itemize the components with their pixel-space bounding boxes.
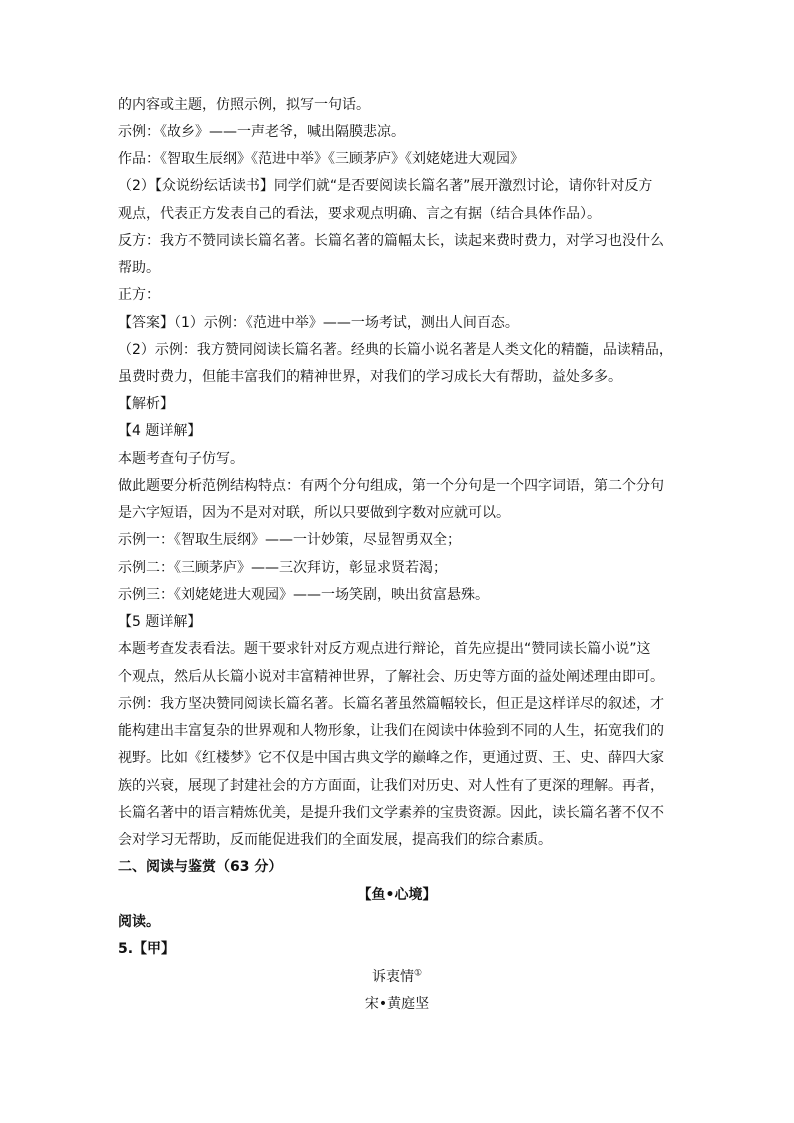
- section-heading: 二、阅读与鉴赏（63 分）: [118, 859, 283, 875]
- question-label: 5.【甲】: [118, 941, 176, 957]
- text-line: 示例：我方坚决赞同阅读长篇名著。长篇名著虽然篇幅较长，但正是这样详尽的叙述，才: [118, 696, 664, 712]
- unit-title: 【鱼•心境】: [357, 887, 437, 903]
- text-line: 是六字短语，因为不是对对联，所以只要做到字数对应就可以。: [118, 505, 510, 521]
- text-line: 本题考查发表看法。题干要求针对反方观点进行辩论，首先应提出“赞同读长篇小说”这: [118, 641, 651, 657]
- text-line: 族的兴衰，展现了封建社会的方方面面，让我们对历史、对人性有了更深的理解。再者，: [118, 778, 664, 794]
- text-line: 能构建出丰富复杂的世界观和人物形象，让我们在阅读中体验到不同的人生，拓宽我们的: [118, 723, 664, 739]
- text-line: 观点，代表正方发表自己的看法，要求观点明确、言之有据（结合具体作品）。: [118, 206, 601, 222]
- footnote-marker: ①: [413, 968, 423, 979]
- reading-label: 阅读。: [118, 914, 160, 930]
- poem-author: 宋•黄庭坚: [364, 996, 430, 1012]
- text-line: 示例二：《三顾茅庐》——三次拜访，彰显求贤若渴；: [118, 560, 447, 576]
- text-line: 会对学习无帮助，反而能促进我们的全面发展，提高我们的综合素质。: [118, 832, 552, 848]
- q5-detail-label: 【5 题详解】: [118, 614, 202, 630]
- text-line: 反方：我方不赞同读长篇名著。长篇名著的篇幅太长，读起来费时费力，对学习也没什么: [118, 233, 664, 249]
- q4-detail-label: 【4 题详解】: [118, 423, 202, 439]
- answer-line: 【答案】（1）示例：《范进中举》——一场考试，测出人间百态。: [118, 315, 519, 331]
- text-line: 示例三：《刘姥姥进大观园》——一场笑剧，映出贫富悬殊。: [118, 587, 489, 603]
- text-line: （2）示例：我方赞同阅读长篇名著。经典的长篇小说名著是人类文化的精髓，品读精品，: [118, 342, 673, 358]
- text-line: 帮助。: [118, 260, 160, 276]
- text-line: 视野。比如《红楼梦》它不仅是中国古典文学的巅峰之作，更通过贾、王、史、薛四大家: [118, 750, 664, 766]
- text-line: 的内容或主题，仿照示例，拟写一句话。: [118, 97, 370, 113]
- poem-title: [0, 965, 794, 989]
- text-line: 虽费时费力，但能丰富我们的精神世界，对我们的学习成长大有帮助，益处多多。: [118, 369, 622, 385]
- text-line: 长篇名著中的语言精炼优美，是提升我们文学素养的宝贵资源。因此，读长篇名著不仅不: [118, 805, 664, 821]
- text-line: 做此题要分析范例结构特点：有两个分句组成，第一个分句是一个四字词语，第二个分句: [118, 478, 664, 494]
- text-line: 个观点，然后从长篇小说对丰富精神世界，了解社会、历史等方面的益处阐述理由即可。: [118, 669, 664, 685]
- text-line: 本题考查句子仿写。: [118, 451, 244, 467]
- text-line: 作品：《智取生辰纲》《范进中举》《三顾茅庐》《刘姥姥进大观园》: [118, 151, 524, 167]
- poem-title-text: 诉衷情: [371, 969, 414, 985]
- text-line: 示例：《故乡》——一声老爷，喊出隔膜悲凉。: [118, 124, 405, 140]
- text-line: 正方：: [118, 287, 160, 303]
- text-line: （2）【众说纷纭话读书】同学们就“是否要阅读长篇名著”展开激烈讨论，请你针对反方: [118, 178, 653, 194]
- analysis-label: 【解析】: [118, 396, 174, 412]
- text-line: 示例一：《智取生辰纲》——一计妙策，尽显智勇双全；: [118, 532, 461, 548]
